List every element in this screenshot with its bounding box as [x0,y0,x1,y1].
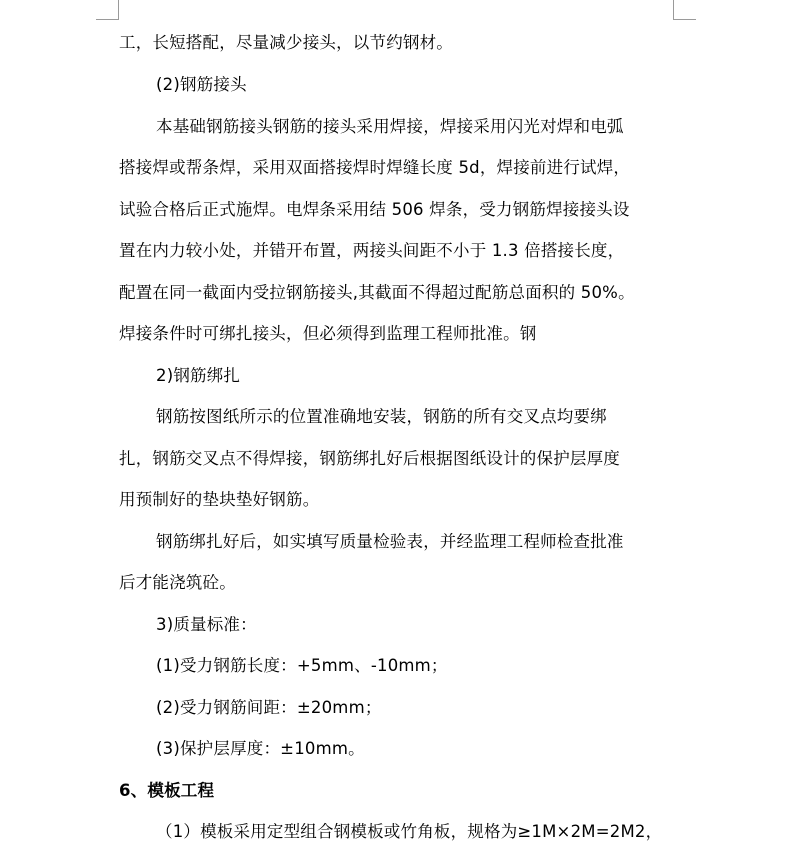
subheading-steel-joints: (2)钢筋接头 [156,75,247,94]
paragraph-line: 试验合格后正式施焊。电焊条采用结 506 焊条，受力钢筋焊接接头设 [119,200,630,219]
list-item: (2)受力钢筋间距：±20mm； [156,698,382,717]
margin-mark-top-right-horizontal [674,19,696,20]
paragraph-line: 本基础钢筋接头钢筋的接头采用焊接，焊接采用闪光对焊和电弧 [156,117,624,136]
paragraph-line: 后才能浇筑砼。 [119,573,236,592]
margin-mark-top-right-vertical [673,0,674,20]
paragraph-line: 配置在同一截面内受拉钢筋接头,其截面不得超过配筋总面积的 50%。 [119,283,635,302]
subheading-quality-standard: 3)质量标准： [156,615,257,634]
margin-mark-top-left-vertical [118,0,119,20]
paragraph-line: 置在内力较小处，并错开布置，两接头间距不小于 1.3 倍搭接长度， [119,241,625,260]
margin-mark-top-left-horizontal [96,19,118,20]
paragraph-line: （1）模板采用定型组合钢模板或竹角板，规格为≥1M×2M=2M2， [156,822,663,841]
list-item: (1)受力钢筋长度：+5mm、-10mm； [156,656,448,675]
subheading-steel-binding: 2)钢筋绑扎 [156,366,241,385]
paragraph-line: 钢筋绑扎好后，如实填写质量检验表，并经监理工程师检查批准 [156,532,624,551]
section-heading-formwork: 6、模板工程 [119,781,215,800]
paragraph-line: 搭接焊或帮条焊，采用双面搭接焊时焊缝长度 5d，焊接前进行试焊， [119,158,631,177]
list-item: (3)保护层厚度：±10mm。 [156,739,365,758]
paragraph-line: 用预制好的垫块垫好钢筋。 [119,490,320,509]
paragraph-line: 扎，钢筋交叉点不得焊接，钢筋绑扎好后根据图纸设计的保护层厚度 [119,449,620,468]
paragraph-line: 焊接条件时可绑扎接头，但必须得到监理工程师批准。钢 [119,324,537,343]
paragraph-line: 工，长短搭配，尽量减少接头，以节约钢材。 [119,33,453,52]
paragraph-line: 钢筋按图纸所示的位置准确地安装，钢筋的所有交叉点均要绑 [156,407,607,426]
